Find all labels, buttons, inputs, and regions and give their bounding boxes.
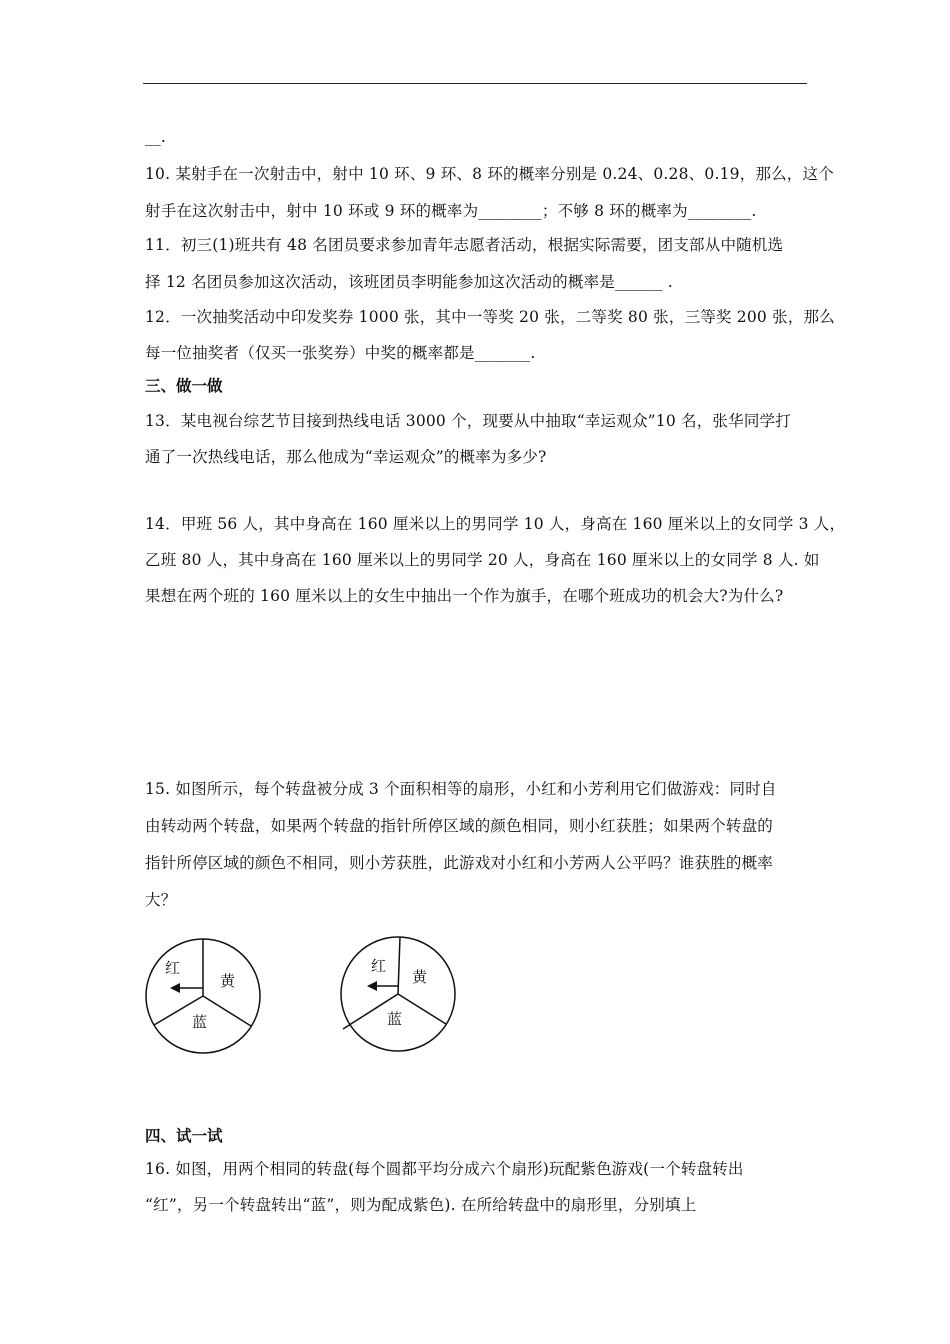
pointer-arrow-icon	[367, 981, 377, 991]
question-15-line-3: 指针所停区域的颜色不相同，则小芳获胜，此游戏对小红和小芳两人公平吗？谁获胜的概率	[145, 854, 774, 872]
sector-label-red: 红	[371, 957, 387, 975]
spinner-diagram-1	[138, 933, 268, 1063]
question-15-line-2: 由转动两个转盘，如果两个转盘的指针所停区域的颜色相同，则小红获胜；如果两个转盘的	[145, 817, 774, 835]
question-14-line-3: 果想在两个班的 160 厘米以上的女生中抽出一个作为旗手，在哪个班成功的机会大?为什么?	[145, 587, 784, 605]
sector-divider	[398, 994, 446, 1024]
question-13-line-1: 13．某电视台综艺节目接到热线电话 3000 个，现要从中抽取“幸运观众”10 名，张华同学打	[145, 412, 791, 430]
pointer-arrow-icon	[170, 983, 180, 993]
spinner-diagram-2	[333, 933, 463, 1063]
section-heading-part3: 三、做一做	[145, 377, 223, 395]
question-12-line-2: 每一位抽奖者（仅买一张奖券）中奖的概率都是_______.	[145, 344, 536, 362]
sector-label-yellow: 黄	[412, 968, 428, 986]
question-10-line-2: 射手在这次射击中，射中 10 环或 9 环的概率为________；不够 8 环的概率为________.	[145, 202, 757, 220]
question-12-line-1: 12．一次抽奖活动中印发奖券 1000 张，其中一等奖 20 张，二等奖 80 张，三等奖 200 张，那么	[145, 308, 835, 326]
question-15-line-4: 大？	[145, 891, 177, 909]
question-14-line-2: 乙班 80 人，其中身高在 160 厘米以上的男同学 20 人，身高在 160 厘米以上的女同学 8 人. 如	[145, 551, 820, 569]
question-10-line-1: 10. 某射手在一次射击中，射中 10 环、9 环、8 环的概率分别是 0.24、0.28、0.19，那么，这个	[145, 165, 834, 183]
question-15-line-1: 15. 如图所示，每个转盘被分成 3 个面积相等的扇形，小红和小芳利用它们做游戏：同时自	[145, 780, 777, 798]
sector-divider	[203, 996, 251, 1026]
answer-blank-prev: __.	[145, 128, 167, 146]
sector-label-blue: 蓝	[192, 1013, 208, 1031]
section-heading-part4: 四、试一试	[145, 1127, 223, 1145]
header-rule	[143, 83, 807, 84]
sector-label-yellow: 黄	[220, 972, 236, 990]
question-13-line-2: 通了一次热线电话，那么他成为“幸运观众”的概率为多少?	[145, 448, 547, 466]
question-11-line-2: 择 12 名团员参加这次活动，该班团员李明能参加这次活动的概率是______ .	[145, 273, 673, 291]
question-16-line-1: 16. 如图，用两个相同的转盘(每个圆都平均分成六个扇形)玩配紫色游戏(一个转盘转出	[145, 1160, 744, 1178]
sector-label-blue: 蓝	[387, 1010, 403, 1028]
question-11-line-1: 11．初三(1)班共有 48 名团员要求参加青年志愿者活动，根据实际需要，团支部从中随机选	[145, 236, 784, 254]
question-16-line-2: “红”，另一个转盘转出“蓝”，则为配成紫色). 在所给转盘中的扇形里，分别填上	[145, 1196, 697, 1214]
question-14-line-1: 14．甲班 56 人，其中身高在 160 厘米以上的男同学 10 人，身高在 160 厘米以上的女同学 3 人，	[145, 515, 846, 533]
sector-divider	[398, 937, 400, 994]
sector-label-red: 红	[165, 959, 181, 977]
